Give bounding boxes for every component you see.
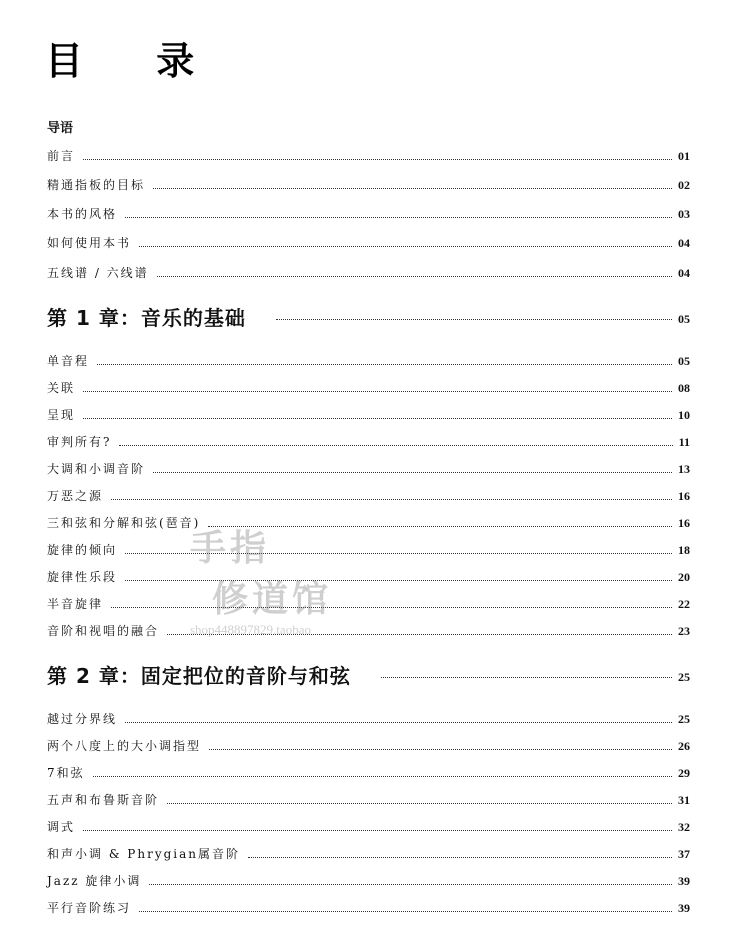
watermark-line1: 手指 (190, 527, 271, 569)
entry-label: Jazz 旋律小调 (47, 874, 142, 888)
leader-dots (83, 159, 672, 160)
entry-label: 音阶和视唱的融合 (47, 624, 160, 638)
toc-entry (47, 146, 690, 164)
watermark (190, 520, 380, 640)
leader-dots (153, 188, 672, 189)
entry-label: 五声和布鲁斯音阶 (47, 793, 160, 807)
entry-label: 前言 (47, 149, 76, 163)
entry-page: 02 (678, 178, 690, 192)
entry-page: 04 (678, 266, 690, 280)
leader-dots (139, 911, 672, 912)
intro-heading: 导语 (47, 121, 74, 136)
watermark-line3: shop448897829.taobao (190, 622, 311, 637)
entry-page: 08 (678, 381, 690, 395)
toc-entry (47, 844, 690, 862)
leader-dots (209, 749, 672, 750)
entry-label: 和声小调 & Phrygian属音阶 (47, 847, 241, 861)
entry-page: 01 (678, 149, 690, 163)
entry-page: 04 (678, 236, 690, 250)
chapter-label: 第 2 章：固定把位的音阶与和弦 (47, 663, 351, 688)
toc-entry (47, 790, 690, 808)
toc-entry (47, 263, 690, 281)
chapter-heading (47, 660, 690, 688)
leader-dots (125, 217, 672, 218)
entry-label: 旋律的倾向 (47, 543, 118, 557)
entry-label: 如何使用本书 (47, 236, 132, 250)
watermark-line2: 修道馆 (212, 578, 333, 620)
chapter-page: 25 (678, 669, 690, 684)
entry-label: 本书的风格 (47, 207, 118, 221)
chapter-page: 05 (678, 311, 690, 326)
leader-dots (97, 364, 672, 365)
toc-entry (47, 175, 690, 193)
entry-label: 万恶之源 (47, 489, 104, 503)
toc-entry (47, 709, 690, 727)
entry-page: 39 (678, 901, 690, 915)
leader-dots (83, 391, 672, 392)
leader-dots (111, 499, 672, 500)
leader-dots (83, 418, 672, 419)
entry-page: 16 (678, 489, 690, 503)
entry-label: 7和弦 (47, 766, 85, 780)
entry-page: 25 (678, 712, 690, 726)
leader-dots (149, 884, 672, 885)
toc-entry (47, 204, 690, 222)
leader-dots (93, 776, 672, 777)
entry-label: 五线谱 / 六线谱 (47, 266, 149, 280)
entry-page: 22 (678, 597, 690, 611)
entry-page: 37 (678, 847, 690, 861)
toc-entry (47, 817, 690, 835)
entry-page: 03 (678, 207, 690, 221)
entry-label: 大调和小调音阶 (47, 462, 146, 476)
leader-dots (276, 319, 672, 320)
toc-entry (47, 459, 690, 477)
leader-dots (119, 445, 672, 446)
entry-label: 三和弦和分解和弦(琶音) (47, 516, 201, 530)
entry-page: 16 (678, 516, 690, 530)
entry-page: 13 (678, 462, 690, 476)
entry-page: 39 (678, 874, 690, 888)
leader-dots (153, 472, 672, 473)
toc-entry (47, 351, 690, 369)
leader-dots (157, 276, 672, 277)
chapter-label: 第 1 章：音乐的基础 (47, 305, 246, 330)
toc-entry (47, 378, 690, 396)
entry-page: 18 (678, 543, 690, 557)
toc-entry (47, 898, 690, 916)
entry-page: 05 (678, 354, 690, 368)
entry-label: 两个八度上的大小调指型 (47, 739, 202, 753)
entry-label: 平行音阶练习 (47, 901, 132, 915)
entry-page: 23 (678, 624, 690, 638)
entry-page: 10 (678, 408, 690, 422)
entry-label: 旋律性乐段 (47, 570, 118, 584)
entry-label: 关联 (47, 381, 76, 395)
entry-page: 11 (678, 435, 690, 449)
entry-page: 31 (678, 793, 690, 807)
entry-label: 精通指板的目标 (47, 178, 146, 192)
entry-page: 29 (678, 766, 690, 780)
toc-entry (47, 432, 690, 450)
entry-label: 单音程 (47, 354, 90, 368)
toc-entry (47, 486, 690, 504)
page-title: 目 录 (45, 39, 225, 83)
entry-label: 呈现 (47, 408, 76, 422)
entry-page: 20 (678, 570, 690, 584)
toc-entry (47, 405, 690, 423)
chapter-heading (47, 302, 690, 330)
leader-dots (381, 677, 672, 678)
entry-label: 调式 (47, 820, 76, 834)
leader-dots (139, 246, 672, 247)
toc-entry (47, 871, 690, 889)
entry-label: 半音旋律 (47, 597, 104, 611)
leader-dots (83, 830, 672, 831)
entry-page: 26 (678, 739, 690, 753)
leader-dots (248, 857, 672, 858)
entry-label: 越过分界线 (47, 712, 118, 726)
entry-label: 审判所有? (47, 435, 112, 449)
toc-entry (47, 736, 690, 754)
entry-page: 32 (678, 820, 690, 834)
leader-dots (125, 722, 672, 723)
toc-entry (47, 233, 690, 251)
leader-dots (167, 803, 672, 804)
toc-entry (47, 763, 690, 781)
